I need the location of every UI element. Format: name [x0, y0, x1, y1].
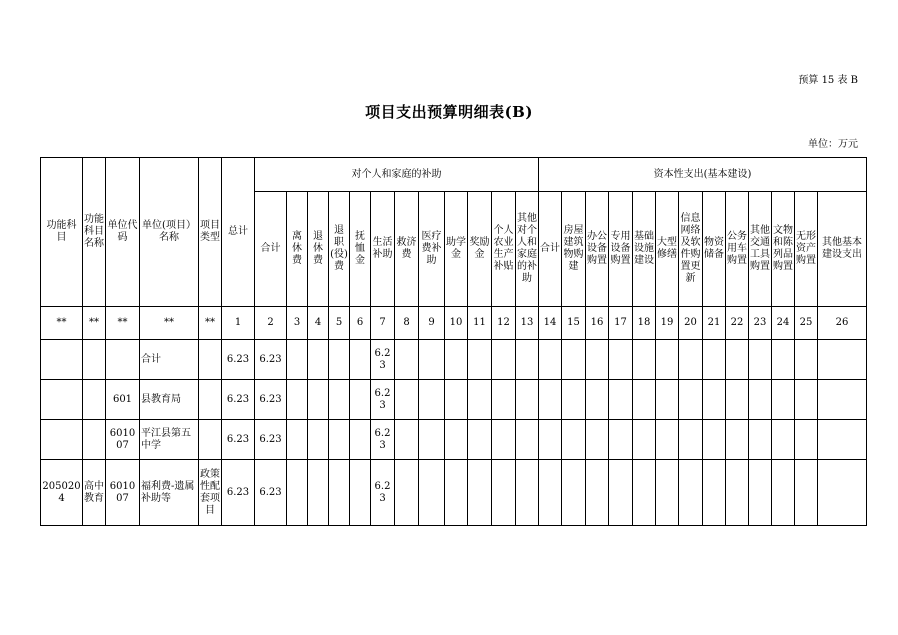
- index-cell: **: [106, 307, 140, 340]
- g1-total-cell: 6.23: [255, 420, 287, 460]
- index-cell: 18: [633, 307, 656, 340]
- header-row-1: [41, 158, 867, 192]
- table-row: [41, 420, 867, 460]
- header-g2-col: 基础设施建设: [633, 192, 656, 307]
- header-unit-code: 单位代码: [106, 158, 140, 307]
- living-subsidy-cell: 6.23: [371, 380, 395, 420]
- header-g2-col: 办公设备购置: [586, 192, 609, 307]
- header-func-code: 功能科目: [41, 158, 83, 307]
- living-subsidy-cell: 6.23: [371, 460, 395, 526]
- func-code-cell: 2050204: [41, 460, 83, 526]
- index-cell: 17: [609, 307, 633, 340]
- header-group-family-subsidy: 对个人和家庭的补助: [255, 158, 539, 192]
- index-cell: 24: [772, 307, 795, 340]
- header-proj-type: 项目类型: [199, 158, 222, 307]
- living-subsidy-cell: 6.23: [371, 420, 395, 460]
- header-g1-col: 救济费: [395, 192, 419, 307]
- unit-name-cell: 合计: [140, 340, 199, 380]
- header-g2-col: 信息网络及软件购置更新: [679, 192, 703, 307]
- table-row: [41, 380, 867, 420]
- index-cell: 8: [395, 307, 419, 340]
- header-g2-col: 其他基本建设支出: [818, 192, 867, 307]
- g1-total-cell: 6.23: [255, 380, 287, 420]
- index-cell: 14: [539, 307, 562, 340]
- index-cell: 19: [656, 307, 679, 340]
- header-g1-col: 助学金: [445, 192, 468, 307]
- table-row: [41, 340, 867, 380]
- index-cell: 26: [818, 307, 867, 340]
- total-cell: 6.23: [222, 340, 255, 380]
- func-name-cell: 高中教育: [83, 460, 106, 526]
- header-g2-col: 合计: [539, 192, 562, 307]
- header-g1-col: 生活补助: [371, 192, 395, 307]
- header-unit-name: 单位(项目）名称: [140, 158, 199, 307]
- index-cell: 16: [586, 307, 609, 340]
- proj-type-cell: [199, 340, 222, 380]
- index-cell: **: [83, 307, 106, 340]
- header-g2-col: 文物和陈列品购置: [772, 192, 795, 307]
- index-cell: 5: [329, 307, 350, 340]
- total-cell: 6.23: [222, 380, 255, 420]
- index-cell: 4: [308, 307, 329, 340]
- header-g2-col: 大型修缮: [656, 192, 679, 307]
- index-cell: **: [140, 307, 199, 340]
- index-cell: 9: [419, 307, 445, 340]
- header-g2-col: 公务用车购置: [726, 192, 749, 307]
- index-cell: 1: [222, 307, 255, 340]
- proj-type-cell: [199, 420, 222, 460]
- budget-table: [40, 157, 867, 526]
- header-g1-col: 其他对个人和家庭的补助: [516, 192, 539, 307]
- header-g1-col: 退休费: [308, 192, 329, 307]
- index-cell: 11: [468, 307, 492, 340]
- unit-code-cell: 601007: [106, 420, 140, 460]
- index-cell: 10: [445, 307, 468, 340]
- index-cell: 13: [516, 307, 539, 340]
- g1-total-cell: 6.23: [255, 340, 287, 380]
- header-g1-col: 奖励金: [468, 192, 492, 307]
- page-code: 预算 15 表 B: [798, 75, 858, 86]
- proj-type-cell: 政策性配套项目: [199, 460, 222, 526]
- header-total: 总计: [222, 158, 255, 307]
- header-g2-col: 无形资产购置: [795, 192, 818, 307]
- total-cell: 6.23: [222, 420, 255, 460]
- header-g1-col: 退职(役)费: [329, 192, 350, 307]
- func-name-cell: [83, 380, 106, 420]
- index-cell: **: [41, 307, 83, 340]
- index-row: [41, 307, 867, 340]
- index-cell: 21: [703, 307, 726, 340]
- header-func-name: 功能科目名称: [83, 158, 106, 307]
- index-cell: **: [199, 307, 222, 340]
- unit-code-cell: 601: [106, 380, 140, 420]
- index-cell: 6: [350, 307, 371, 340]
- func-code-cell: [41, 340, 83, 380]
- func-code-cell: [41, 380, 83, 420]
- func-name-cell: [83, 420, 106, 460]
- index-cell: 7: [371, 307, 395, 340]
- header-g1-col: 医疗费补助: [419, 192, 445, 307]
- index-cell: 2: [255, 307, 287, 340]
- func-name-cell: [83, 340, 106, 380]
- func-code-cell: [41, 420, 83, 460]
- header-g1-col: 抚恤金: [350, 192, 371, 307]
- unit-code-cell: 601007: [106, 460, 140, 526]
- index-cell: 12: [492, 307, 516, 340]
- total-cell: 6.23: [222, 460, 255, 526]
- index-cell: 25: [795, 307, 818, 340]
- header-g1-col: 合计: [255, 192, 287, 307]
- header-g1-col: 个人农业生产补贴: [492, 192, 516, 307]
- unit-name-cell: 平江县第五中学: [140, 420, 199, 460]
- index-cell: 3: [287, 307, 308, 340]
- living-subsidy-cell: 6.23: [371, 340, 395, 380]
- header-group-capital: 资本性支出(基本建设): [539, 158, 867, 192]
- unit-name-cell: 福利费-遗属补助等: [140, 460, 199, 526]
- index-cell: 15: [562, 307, 586, 340]
- g1-total-cell: 6.23: [255, 460, 287, 526]
- index-cell: 22: [726, 307, 749, 340]
- index-cell: 20: [679, 307, 703, 340]
- header-g2-col: 房屋建筑物购建: [562, 192, 586, 307]
- proj-type-cell: [199, 380, 222, 420]
- header-g1-col: 离休费: [287, 192, 308, 307]
- unit-code-cell: [106, 340, 140, 380]
- header-g2-col: 其他交通工具购置: [749, 192, 772, 307]
- unit-name-cell: 县教育局: [140, 380, 199, 420]
- page-title: 项目支出预算明细表(B): [365, 103, 533, 121]
- header-g2-col: 专用设备购置: [609, 192, 633, 307]
- unit-label: 单位：万元: [808, 139, 858, 150]
- table-row: [41, 460, 867, 526]
- index-cell: 23: [749, 307, 772, 340]
- header-g2-col: 物资储备: [703, 192, 726, 307]
